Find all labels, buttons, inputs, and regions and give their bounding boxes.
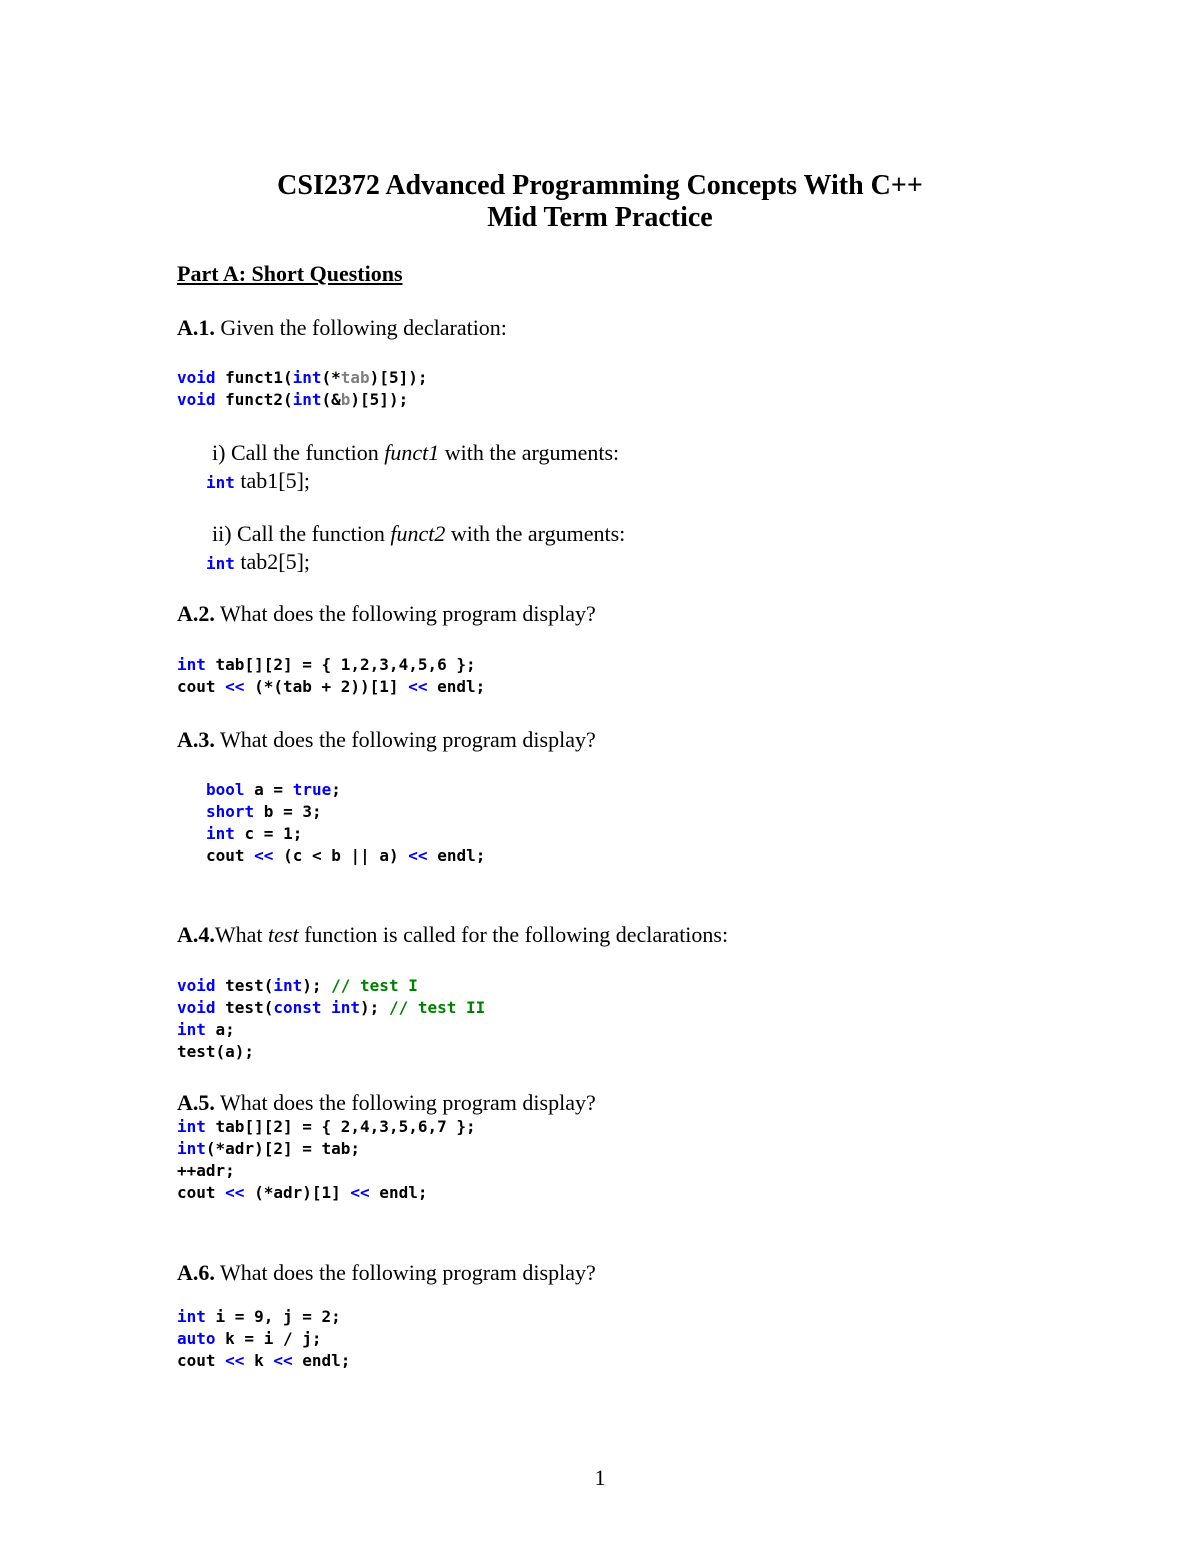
code-text: )[5]);	[350, 390, 409, 409]
code-text: a;	[205, 1020, 235, 1039]
code-line	[177, 1350, 350, 1372]
code-line	[177, 1306, 341, 1328]
question-text: function is called for the following declarations:	[298, 922, 729, 947]
code-text: );	[360, 998, 389, 1017]
code-text: i = 9, j = 2;	[205, 1307, 341, 1326]
question-text: What does the following program display?	[214, 601, 596, 626]
code-operator: <<	[273, 1351, 293, 1370]
code-operator: <<	[225, 1351, 245, 1370]
question-a3	[177, 727, 596, 753]
question-a2	[177, 601, 596, 627]
code-line: ++adr;	[177, 1161, 235, 1180]
code-text: tab[][2] = { 1,2,3,4,5,6 };	[205, 655, 476, 674]
code-keyword: int	[292, 390, 322, 409]
question-label: A.1.	[177, 315, 215, 340]
subquestion-text: ii) Call the function	[212, 521, 391, 546]
code-keyword: auto	[177, 1329, 216, 1348]
question-text: Given the following declaration:	[214, 315, 507, 340]
question-text: What does the following program display?	[214, 1090, 596, 1115]
code-keyword: int	[206, 554, 235, 573]
document-title-line2: Mid Term Practice	[487, 202, 713, 233]
code-line	[177, 1182, 427, 1204]
code-line	[206, 823, 302, 845]
code-text: (&	[321, 390, 341, 409]
code-keyword: void	[177, 390, 216, 409]
code-text: tab[][2] = { 2,4,3,5,6,7 };	[205, 1117, 476, 1136]
code-keyword: void	[177, 368, 216, 387]
code-text: endl;	[427, 846, 486, 865]
subquestion-i	[212, 440, 619, 466]
document-title-line1: CSI2372 Advanced Programming Concepts With C++	[277, 170, 923, 201]
code-comment: // test I	[331, 976, 418, 995]
function-name: funct1	[384, 440, 440, 465]
code-line	[206, 845, 485, 867]
code-line	[177, 975, 418, 997]
code-keyword: int	[177, 655, 206, 674]
code-text: cout	[177, 1183, 226, 1202]
question-text: What does the following program display?	[214, 727, 596, 752]
code-keyword: int	[206, 473, 235, 492]
code-operator: <<	[254, 846, 274, 865]
code-text: (*(tab + 2))[1]	[244, 677, 409, 696]
function-name: funct2	[390, 521, 446, 546]
function-name: test	[268, 922, 299, 947]
code-keyword: true	[292, 780, 332, 799]
code-operator: <<	[225, 1183, 245, 1202]
code-text: cout	[206, 846, 255, 865]
code-keyword: int	[273, 976, 303, 995]
page-number: 1	[594, 1465, 606, 1490]
code-keyword: void	[177, 998, 216, 1017]
code-keyword: int	[292, 368, 322, 387]
question-a4	[177, 922, 728, 948]
code-keyword: int	[177, 1117, 206, 1136]
code-text: funct2(	[215, 390, 293, 409]
subquestion-text: i) Call the function	[212, 440, 385, 465]
code-text: (*adr)[2] = tab;	[205, 1139, 361, 1158]
question-label: A.4.	[177, 922, 215, 947]
code-text: cout	[177, 677, 226, 696]
code-text: (*adr)[1]	[244, 1183, 351, 1202]
code-text: k	[244, 1351, 274, 1370]
part-a-heading: Part A: Short Questions	[177, 261, 403, 286]
code-operator: <<	[225, 677, 245, 696]
code-text: test(	[215, 976, 274, 995]
question-label: A.3.	[177, 727, 215, 752]
code-keyword: int	[177, 1307, 206, 1326]
subquestion-ii	[212, 521, 625, 547]
code-line: test(a);	[177, 1042, 255, 1061]
subquestion-ii-decl	[206, 549, 310, 578]
code-text: endl;	[369, 1183, 428, 1202]
declaration-text: tab2[5];	[234, 549, 311, 574]
code-line	[177, 1138, 360, 1160]
code-line	[177, 367, 427, 389]
code-line	[177, 997, 485, 1019]
code-keyword: void	[177, 976, 216, 995]
code-text: k = i / j;	[215, 1329, 322, 1348]
code-line	[206, 801, 322, 823]
code-line	[177, 676, 485, 698]
code-keyword: bool	[206, 780, 245, 799]
code-keyword: short	[206, 802, 255, 821]
code-line	[177, 654, 476, 676]
code-keyword: int	[177, 1020, 206, 1039]
code-param: tab	[340, 368, 370, 387]
code-keyword: const int	[273, 998, 361, 1017]
code-text: b = 3;	[254, 802, 322, 821]
code-text: (c < b || a)	[273, 846, 409, 865]
code-text: cout	[177, 1351, 226, 1370]
question-a5	[177, 1090, 596, 1116]
code-text: (*	[321, 368, 341, 387]
subquestion-text: with the arguments:	[445, 521, 626, 546]
code-comment: // test II	[388, 998, 486, 1017]
question-text: What does the following program display?	[214, 1260, 596, 1285]
declaration-text: tab1[5];	[234, 468, 311, 493]
code-text: ;	[331, 780, 341, 799]
question-label: A.2.	[177, 601, 215, 626]
question-label: A.5.	[177, 1090, 215, 1115]
code-param: b	[340, 390, 351, 409]
code-text: a =	[244, 780, 293, 799]
subquestion-i-decl	[206, 468, 310, 497]
code-text: funct1(	[215, 368, 293, 387]
question-a6	[177, 1260, 596, 1286]
code-text: endl;	[292, 1351, 351, 1370]
code-text: )[5]);	[369, 368, 428, 387]
code-line	[177, 1328, 322, 1350]
code-keyword: int	[177, 1139, 206, 1158]
code-line	[177, 389, 408, 411]
code-operator: <<	[408, 677, 428, 696]
code-line	[206, 779, 341, 801]
code-line	[177, 1116, 476, 1138]
code-keyword: int	[206, 824, 235, 843]
question-a1	[177, 315, 507, 341]
code-operator: <<	[408, 846, 428, 865]
code-operator: <<	[350, 1183, 370, 1202]
code-text: );	[302, 976, 332, 995]
question-text: What	[214, 922, 269, 947]
code-text: endl;	[427, 677, 486, 696]
subquestion-text: with the arguments:	[439, 440, 620, 465]
code-line	[177, 1019, 235, 1041]
code-text: test(	[215, 998, 274, 1017]
question-label: A.6.	[177, 1260, 215, 1285]
code-text: c = 1;	[234, 824, 303, 843]
